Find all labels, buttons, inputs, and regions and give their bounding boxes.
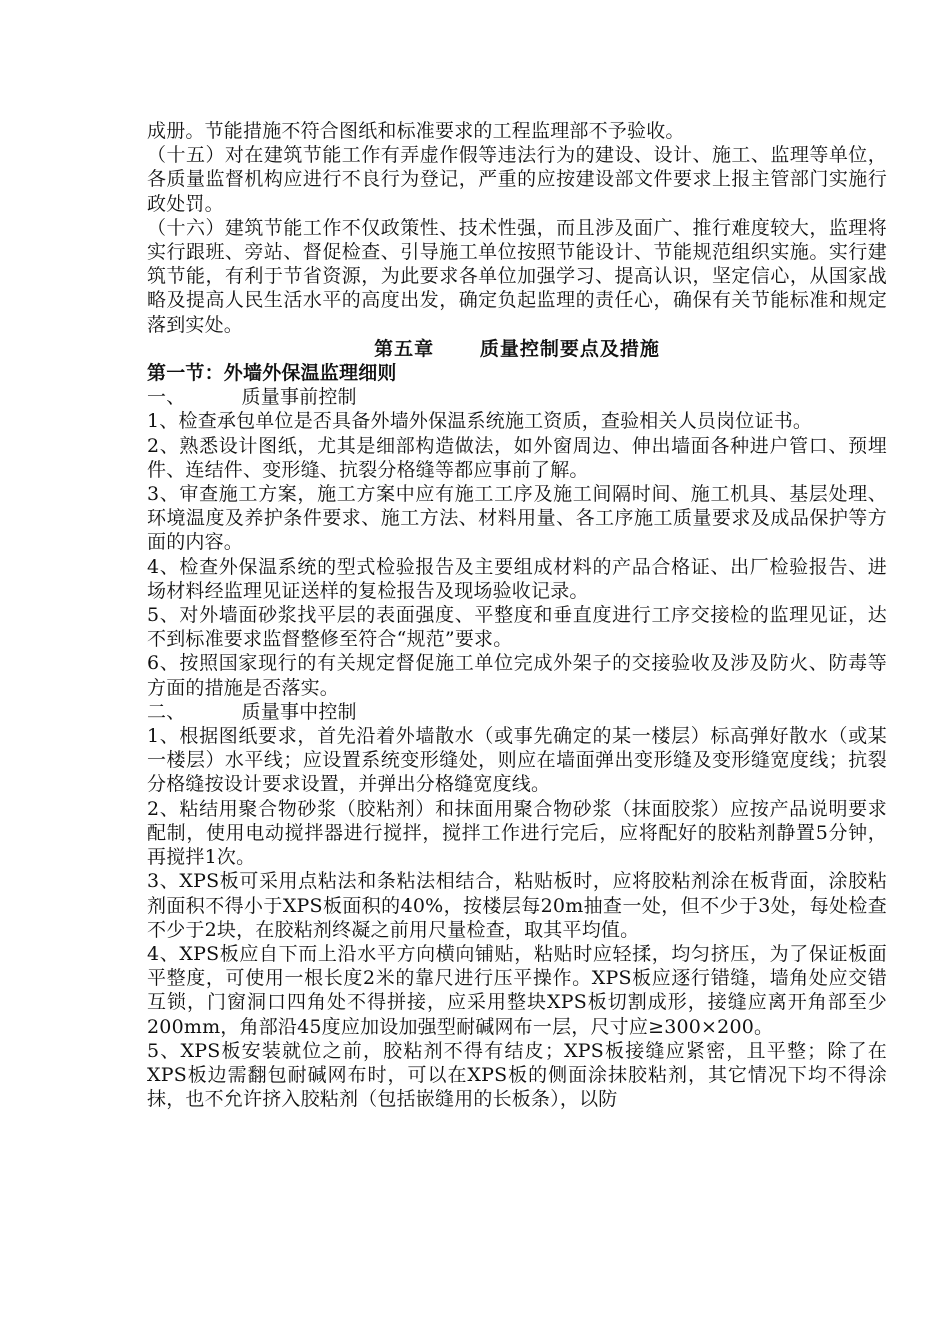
paragraph-item-15: （十五）对在建筑节能工作有弄虚作假等违法行为的建设、设计、施工、监理等单位，各质量监督机构应进行不良行为登记，严重的应按建设部文件要求上报主管部门实施行政处罚。 <box>147 144 887 215</box>
document-body <box>147 119 887 1111</box>
list-item: 2、粘结用聚合物砂浆（胶粘剂）和抹面用聚合物砂浆（抹面胶浆）应按产品说明要求配制，使用电动搅拌器进行搅拌，搅拌工作进行完后，应将配好的胶粘剂静置5分钟，再搅拌1次。 <box>147 797 887 869</box>
list-item: 3、XPS板可采用点粘法和条粘法相结合，粘贴板时，应将胶粘剂涂在板背面，涂胶粘剂面积不得小于XPS板面积的40%，按楼层每20m抽查一处，但不少于3处，每处检查不少于2块，在胶粘剂终凝之前用尺量检查，取其平均值。 <box>147 870 887 941</box>
list-item: 4、检查外保温系统的型式检验报告及主要组成材料的产品合格证、出厂检验报告、进场材料经监理见证送样的复检报告及现场验收记录。 <box>147 555 887 602</box>
list-item: 5、对外墙面砂浆找平层的表面强度、平整度和垂直度进行工序交接检的监理见证，达不到标准要求监督整修至符合“规范”要求。 <box>147 604 887 651</box>
list-item: 5、XPS板安装就位之前，胶粘剂不得有结皮；XPS板接缝应紧密，且平整；除了在XPS板边需翻包耐碱网布时，可以在XPS板的侧面涂抹胶粘剂，其它情况下均不得涂抹，也不允许挤入胶粘剂（包括嵌缝用的长板条），以防 <box>147 1039 887 1111</box>
paragraph-item-16: （十六）建筑节能工作不仅政策性、技术性强，而且涉及面广、推行难度较大，监理将实行跟班、旁站、督促检查、引导施工单位按照节能设计、节能规范组织实施。实行建筑节能，有利于节省资源，为此要求各单位加强学习、提高认识，坚定信心，从国家战略及提高人民生活水平的高度出发，确定负起监理的责任心，确保有关节能标准和规定落到实处。 <box>147 216 887 336</box>
section-title: 第一节：外墙外保温监理细则 <box>147 362 397 385</box>
list-item: 4、XPS板应自下而上沿水平方向横向铺贴，粘贴时应轻揉，均匀挤压，为了保证板面平整度，可使用一根长度2米的靠尺进行压平操作。XPS板应逐行错缝，墙角处应交错互锁，门窗洞口四角处不得拼接，应采用整块XPS板切割成形，接缝应离开角部至少200mm，角部沿45度应加设加强型耐碱网布一层，尺寸应≥300×200。 <box>147 942 887 1038</box>
list-item: 1、检查承包单位是否具备外墙外保温系统施工资质，查验相关人员岗位证书。 <box>147 410 813 433</box>
list-item: 1、根据图纸要求，首先沿着外墙散水（或事先确定的某一楼层）标高弹好散水（或某一楼层）水平线；应设置系统变形缝处，则应在墙面弹出变形缝及变形缝宽度线；抗裂分格缝按设计要求设置，并弹出分格缝宽度线。 <box>147 725 887 796</box>
list-item: 2、熟悉设计图纸，尤其是细部构造做法，如外窗周边、伸出墙面各种进户管口、预埋件、连结件、变形缝、抗裂分格缝等都应事前了解。 <box>147 434 887 481</box>
subheading-pre-control: 一、 质量事前控制 <box>147 386 357 409</box>
chapter-title: 第五章 质量控制要点及措施 <box>374 337 660 360</box>
list-item: 3、审查施工方案，施工方案中应有施工工序及施工间隔时间、施工机具、基层处理、环境温度及养护条件要求、施工方法、材料用量、各工序施工质量要求及成品保护等方面的内容。 <box>147 483 887 554</box>
subheading-in-process-control: 二、 质量事中控制 <box>147 700 357 723</box>
paragraph-continuation: 成册。节能措施不符合图纸和标准要求的工程监理部不予验收。 <box>147 120 685 142</box>
list-item: 6、按照国家现行的有关规定督促施工单位完成外架子的交接验收及涉及防火、防毒等方面的措施是否落实。 <box>147 652 887 699</box>
